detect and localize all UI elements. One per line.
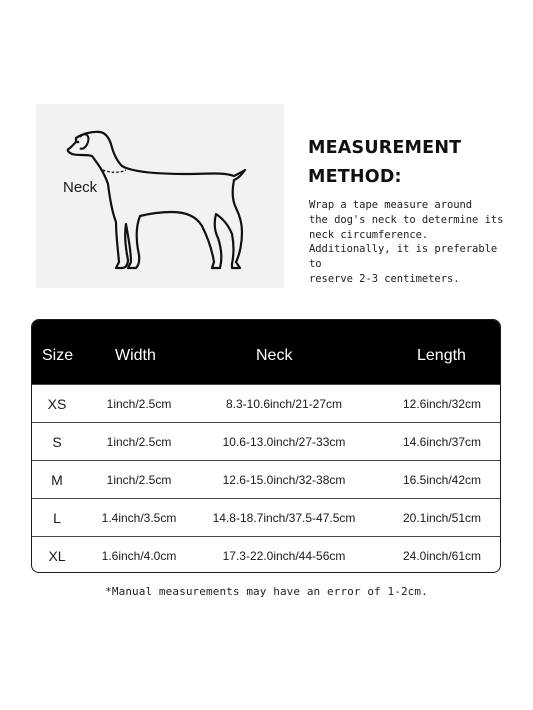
cell-neck: 17.3-22.0inch/44-56cm: [222, 549, 346, 563]
description-line: reserve 2-3 centimeters.: [309, 272, 460, 285]
header-neck: Neck: [256, 347, 293, 364]
description-line: Additionally, it is preferable to: [309, 243, 498, 271]
neck-label: Neck: [63, 179, 98, 196]
description-line: neck circumference.: [309, 228, 429, 241]
cell-size: M: [51, 472, 63, 488]
dog-outline-icon: [36, 104, 284, 288]
cell-size: XS: [47, 396, 67, 412]
cell-neck: 12.6-15.0inch/32-38cm: [222, 473, 346, 487]
table-row: [32, 384, 500, 422]
measurement-footnote: *Manual measurements may have an error of 1-2cm.: [105, 585, 428, 598]
description-line: Wrap a tape measure around: [309, 199, 473, 211]
cell-neck: 8.3-10.6inch/21-27cm: [225, 397, 343, 411]
cell-neck: 14.8-18.7inch/37.5-47.5cm: [212, 511, 356, 525]
cell-width: 1inch/2.5cm: [106, 397, 172, 411]
measurement-method-heading: [308, 134, 518, 192]
header-length: Length: [417, 347, 466, 364]
table-row: [32, 422, 500, 460]
cell-width: 1.6inch/4.0cm: [101, 549, 177, 563]
header-size: Size: [42, 347, 74, 364]
cell-length: 14.6inch/37cm: [402, 435, 482, 449]
heading-line-1: MEASUREMENT: [308, 138, 462, 158]
cell-width: 1inch/2.5cm: [106, 435, 172, 449]
header-width: Width: [115, 347, 156, 364]
cell-size: XL: [48, 548, 66, 564]
cell-length: 12.6inch/32cm: [402, 397, 482, 411]
cell-width: 1.4inch/3.5cm: [101, 511, 177, 525]
table-row: [32, 498, 500, 536]
measurement-description: [309, 198, 509, 287]
cell-length: 24.0inch/61cm: [402, 549, 482, 563]
cell-width: 1inch/2.5cm: [106, 473, 172, 487]
cell-length: 16.5inch/42cm: [402, 473, 482, 487]
cell-length: 20.1inch/51cm: [402, 511, 482, 525]
size-table: [31, 319, 501, 573]
table-header-row: [32, 320, 500, 384]
dog-illustration-panel: [36, 104, 284, 288]
table-row: [32, 536, 500, 573]
cell-size: L: [53, 510, 61, 526]
description-line: the dog's neck to determine its: [309, 213, 504, 226]
cell-neck: 10.6-13.0inch/27-33cm: [222, 435, 346, 449]
heading-line-2: METHOD:: [308, 167, 402, 187]
table-row: [32, 460, 500, 498]
cell-size: S: [52, 434, 62, 450]
